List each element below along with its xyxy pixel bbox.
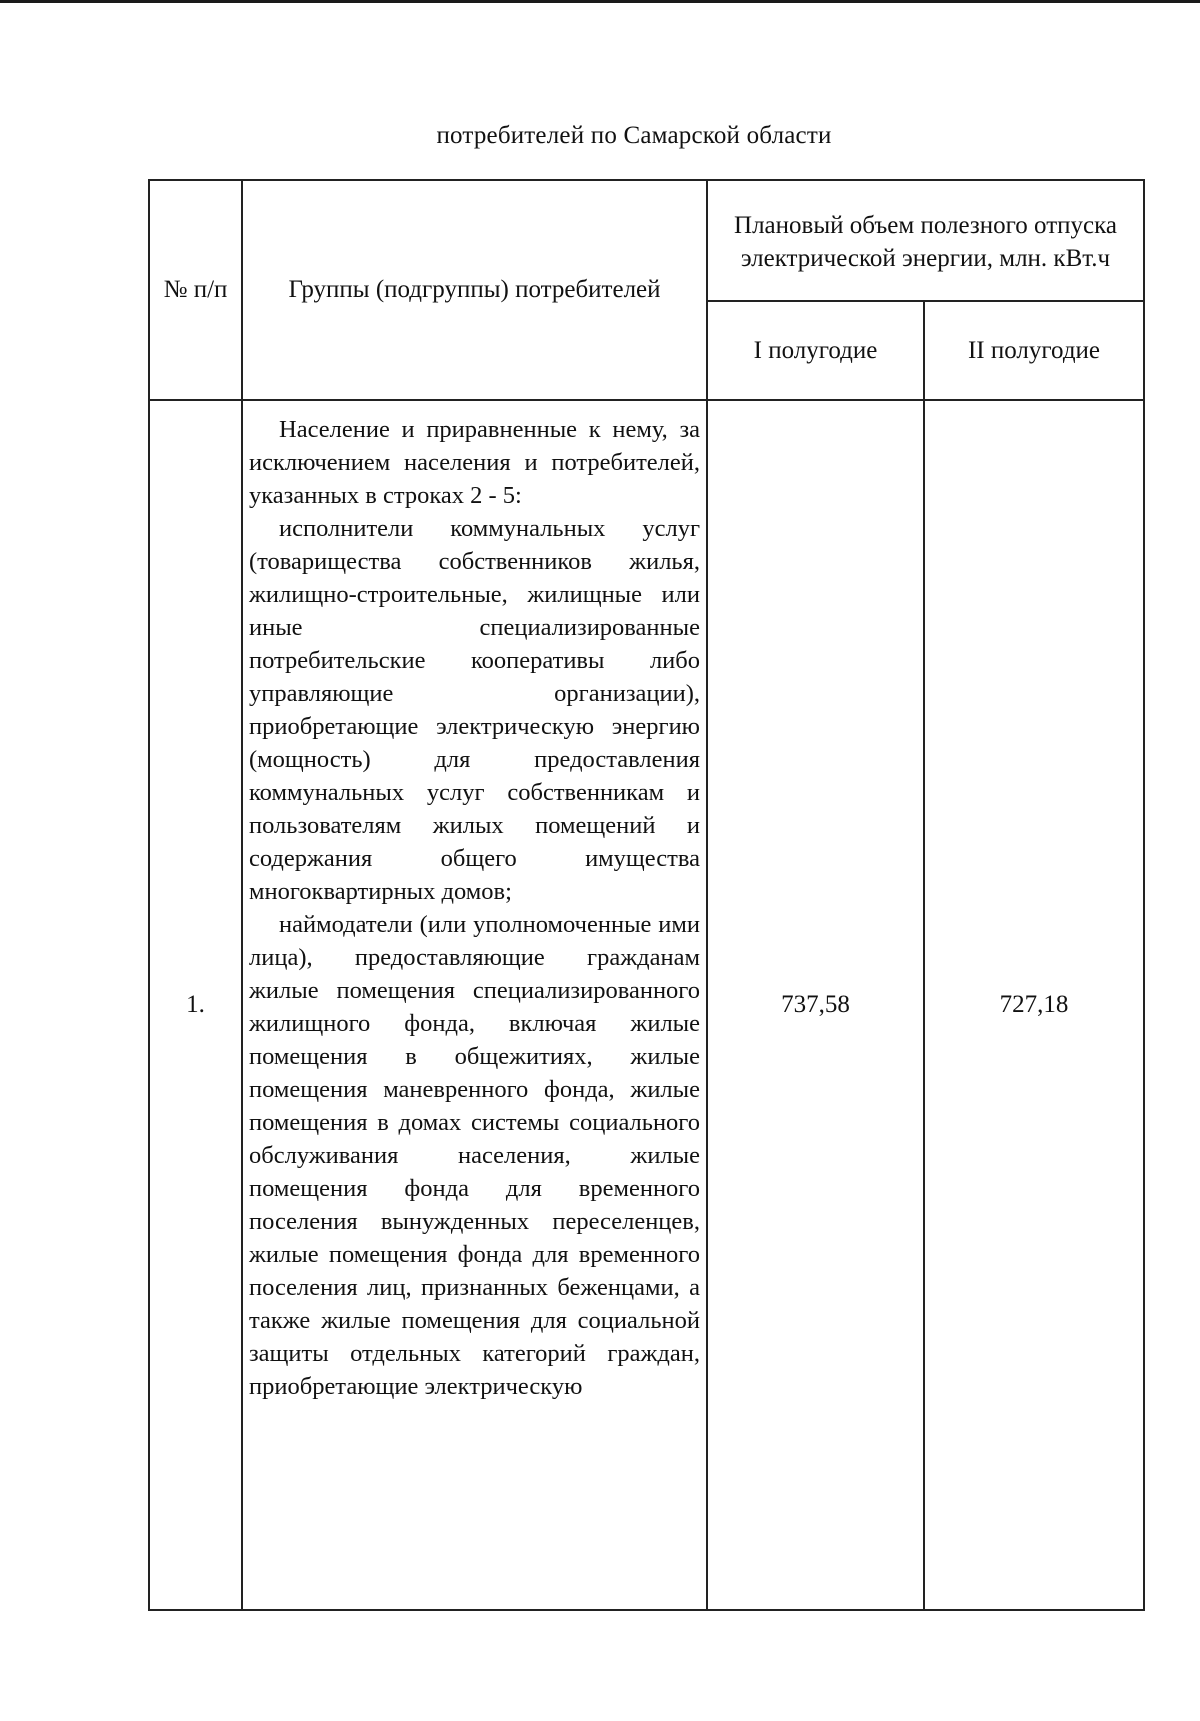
header-num: № п/п xyxy=(149,180,242,400)
document-title: потребителей по Самарской области xyxy=(436,122,832,149)
scan-top-edge xyxy=(0,0,1200,3)
row-group-text xyxy=(242,400,707,1610)
row-paragraph: исполнители коммунальных услуг (товарищества собственников жилья, жилищно-строительные, жилищные или иные специализированные потребительские кооперативы либо управляющие организации), приобретающие электрическую энергию (мощность) для предоставления коммунальных услуг собственникам и пользователям жилых помещений и содержания общего имущества многоквартирных домов; xyxy=(249,515,700,905)
header-plan: Плановый объем полезного отпуска электрической энергии, млн. кВт.ч xyxy=(707,180,1144,301)
row-paragraph: наймодатели (или уполномоченные ими лица), предоставляющие гражданам жилые помещения специализированного жилищного фонда, включая жилые помещения в общежитиях, жилые помещения маневренного фонда, жилые помещения в домах системы социального обслуживания населения, жилые помещения фонда для временного поселения вынужденных переселенцев, жилые помещения фонда для временного поселения лиц, признанных беженцами, а также жилые помещения для социальной защиты отдельных категорий граждан, приобретающие электрическую xyxy=(249,911,700,1400)
header-group: Группы (подгруппы) потребителей xyxy=(242,180,707,400)
row-half2-value: 727,18 xyxy=(924,400,1144,1610)
row-half1-value: 737,58 xyxy=(707,400,924,1610)
row-paragraph: Население и приравненные к нему, за исключением населения и потребителей, указанных в строках 2 - 5: xyxy=(249,416,700,509)
header-half2: II полугодие xyxy=(924,301,1144,400)
row-num: 1. xyxy=(149,400,242,1610)
consumption-table xyxy=(148,179,1145,1611)
table-row xyxy=(149,400,1144,1610)
header-half1: I полугодие xyxy=(707,301,924,400)
